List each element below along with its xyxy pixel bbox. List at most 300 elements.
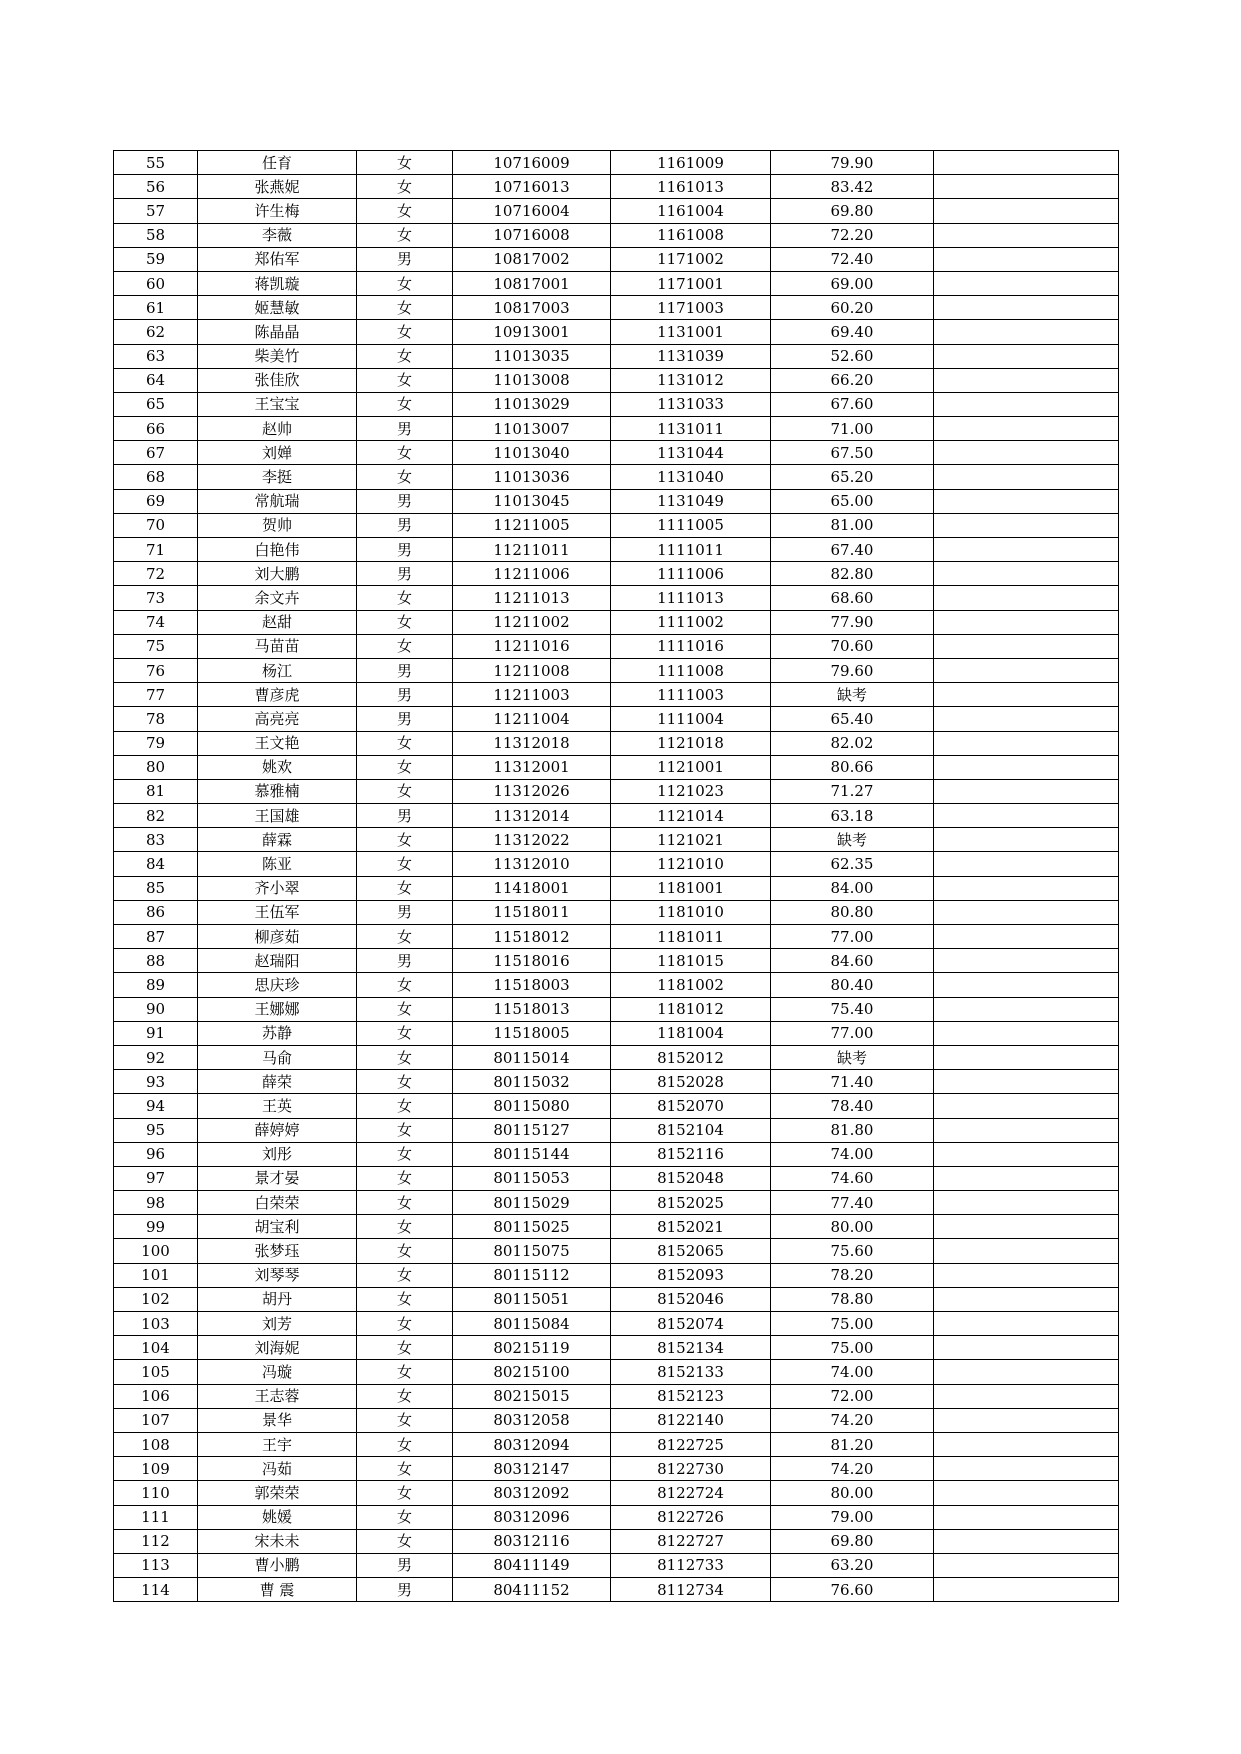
remark-cell bbox=[934, 731, 1119, 755]
score-cell: 84.00 bbox=[771, 876, 934, 900]
exam-id-cell: 11518011 bbox=[453, 900, 611, 924]
remark-cell bbox=[934, 1142, 1119, 1166]
seat-id-cell: 8152028 bbox=[611, 1070, 771, 1094]
gender-cell: 女 bbox=[357, 392, 453, 416]
score-cell: 78.80 bbox=[771, 1287, 934, 1311]
remark-cell bbox=[934, 852, 1119, 876]
score-cell: 80.40 bbox=[771, 973, 934, 997]
row-number-cell: 92 bbox=[114, 1045, 198, 1069]
seat-id-cell: 8122725 bbox=[611, 1432, 771, 1456]
score-cell: 74.20 bbox=[771, 1408, 934, 1432]
seat-id-cell: 1171003 bbox=[611, 296, 771, 320]
name-cell: 姚媛 bbox=[198, 1505, 357, 1529]
exam-id-cell: 80312058 bbox=[453, 1408, 611, 1432]
table-row bbox=[114, 925, 1119, 949]
seat-id-cell: 1131012 bbox=[611, 368, 771, 392]
seat-id-cell: 8152025 bbox=[611, 1191, 771, 1215]
gender-cell: 男 bbox=[357, 707, 453, 731]
gender-cell: 女 bbox=[357, 1070, 453, 1094]
score-cell: 缺考 bbox=[771, 683, 934, 707]
score-cell: 75.00 bbox=[771, 1336, 934, 1360]
row-number-cell: 83 bbox=[114, 828, 198, 852]
score-cell: 63.18 bbox=[771, 804, 934, 828]
seat-id-cell: 8152104 bbox=[611, 1118, 771, 1142]
row-number-cell: 99 bbox=[114, 1215, 198, 1239]
exam-id-cell: 10716013 bbox=[453, 175, 611, 199]
score-cell: 67.60 bbox=[771, 392, 934, 416]
remark-cell bbox=[934, 1384, 1119, 1408]
table-row bbox=[114, 1408, 1119, 1432]
row-number-cell: 95 bbox=[114, 1118, 198, 1142]
seat-id-cell: 8152133 bbox=[611, 1360, 771, 1384]
table-row bbox=[114, 1263, 1119, 1287]
name-cell: 白艳伟 bbox=[198, 538, 357, 562]
remark-cell bbox=[934, 1529, 1119, 1553]
remark-cell bbox=[934, 1312, 1119, 1336]
score-cell: 缺考 bbox=[771, 828, 934, 852]
exam-id-cell: 11418001 bbox=[453, 876, 611, 900]
name-cell: 常航瑞 bbox=[198, 489, 357, 513]
exam-id-cell: 11211002 bbox=[453, 610, 611, 634]
table-row bbox=[114, 1166, 1119, 1190]
name-cell: 马俞 bbox=[198, 1045, 357, 1069]
row-number-cell: 106 bbox=[114, 1384, 198, 1408]
remark-cell bbox=[934, 1263, 1119, 1287]
seat-id-cell: 1181001 bbox=[611, 876, 771, 900]
seat-id-cell: 8152116 bbox=[611, 1142, 771, 1166]
remark-cell bbox=[934, 634, 1119, 658]
row-number-cell: 82 bbox=[114, 804, 198, 828]
table-row bbox=[114, 1118, 1119, 1142]
score-cell: 60.20 bbox=[771, 296, 934, 320]
exam-id-cell: 11013008 bbox=[453, 368, 611, 392]
gender-cell: 女 bbox=[357, 1312, 453, 1336]
score-cell: 缺考 bbox=[771, 1045, 934, 1069]
name-cell: 刘芳 bbox=[198, 1312, 357, 1336]
remark-cell bbox=[934, 296, 1119, 320]
seat-id-cell: 1111011 bbox=[611, 538, 771, 562]
remark-cell bbox=[934, 610, 1119, 634]
row-number-cell: 112 bbox=[114, 1529, 198, 1553]
exam-id-cell: 80115144 bbox=[453, 1142, 611, 1166]
gender-cell: 女 bbox=[357, 368, 453, 392]
name-cell: 刘彤 bbox=[198, 1142, 357, 1166]
seat-id-cell: 8122140 bbox=[611, 1408, 771, 1432]
score-cell: 79.60 bbox=[771, 658, 934, 682]
gender-cell: 女 bbox=[357, 1505, 453, 1529]
name-cell: 李挺 bbox=[198, 465, 357, 489]
row-number-cell: 59 bbox=[114, 247, 198, 271]
remark-cell bbox=[934, 344, 1119, 368]
score-cell: 65.00 bbox=[771, 489, 934, 513]
seat-id-cell: 1111006 bbox=[611, 562, 771, 586]
row-number-cell: 80 bbox=[114, 755, 198, 779]
seat-id-cell: 8152074 bbox=[611, 1312, 771, 1336]
exam-id-cell: 10817002 bbox=[453, 247, 611, 271]
remark-cell bbox=[934, 1553, 1119, 1577]
gender-cell: 女 bbox=[357, 997, 453, 1021]
score-cell: 69.80 bbox=[771, 199, 934, 223]
gender-cell: 女 bbox=[357, 610, 453, 634]
score-cell: 77.90 bbox=[771, 610, 934, 634]
score-cell: 74.60 bbox=[771, 1166, 934, 1190]
seat-id-cell: 1171001 bbox=[611, 271, 771, 295]
remark-cell bbox=[934, 1432, 1119, 1456]
gender-cell: 女 bbox=[357, 1021, 453, 1045]
table-row bbox=[114, 392, 1119, 416]
remark-cell bbox=[934, 151, 1119, 175]
exam-id-cell: 11211003 bbox=[453, 683, 611, 707]
seat-id-cell: 1121010 bbox=[611, 852, 771, 876]
remark-cell bbox=[934, 949, 1119, 973]
remark-cell bbox=[934, 1118, 1119, 1142]
exam-id-cell: 80115127 bbox=[453, 1118, 611, 1142]
table-row bbox=[114, 1312, 1119, 1336]
remark-cell bbox=[934, 755, 1119, 779]
exam-id-cell: 11518005 bbox=[453, 1021, 611, 1045]
score-table bbox=[113, 150, 1119, 1602]
table-row bbox=[114, 465, 1119, 489]
seat-id-cell: 1121001 bbox=[611, 755, 771, 779]
remark-cell bbox=[934, 1215, 1119, 1239]
exam-id-cell: 10716009 bbox=[453, 151, 611, 175]
gender-cell: 女 bbox=[357, 876, 453, 900]
table-row bbox=[114, 610, 1119, 634]
table-row bbox=[114, 1045, 1119, 1069]
seat-id-cell: 8122730 bbox=[611, 1457, 771, 1481]
name-cell: 张燕妮 bbox=[198, 175, 357, 199]
seat-id-cell: 1181004 bbox=[611, 1021, 771, 1045]
row-number-cell: 57 bbox=[114, 199, 198, 223]
remark-cell bbox=[934, 876, 1119, 900]
name-cell: 景华 bbox=[198, 1408, 357, 1432]
seat-id-cell: 1131040 bbox=[611, 465, 771, 489]
exam-id-cell: 11211008 bbox=[453, 658, 611, 682]
name-cell: 思庆珍 bbox=[198, 973, 357, 997]
row-number-cell: 104 bbox=[114, 1336, 198, 1360]
row-number-cell: 73 bbox=[114, 586, 198, 610]
name-cell: 王宝宝 bbox=[198, 392, 357, 416]
exam-id-cell: 10817001 bbox=[453, 271, 611, 295]
table-row bbox=[114, 1070, 1119, 1094]
exam-id-cell: 11312010 bbox=[453, 852, 611, 876]
name-cell: 刘大鹏 bbox=[198, 562, 357, 586]
remark-cell bbox=[934, 828, 1119, 852]
name-cell: 陈亚 bbox=[198, 852, 357, 876]
name-cell: 苏静 bbox=[198, 1021, 357, 1045]
gender-cell: 男 bbox=[357, 804, 453, 828]
seat-id-cell: 1181015 bbox=[611, 949, 771, 973]
table-row bbox=[114, 731, 1119, 755]
name-cell: 柳彦茹 bbox=[198, 925, 357, 949]
remark-cell bbox=[934, 465, 1119, 489]
score-cell: 68.60 bbox=[771, 586, 934, 610]
table-row bbox=[114, 489, 1119, 513]
name-cell: 胡丹 bbox=[198, 1287, 357, 1311]
row-number-cell: 98 bbox=[114, 1191, 198, 1215]
name-cell: 蒋凯璇 bbox=[198, 271, 357, 295]
table-row bbox=[114, 707, 1119, 731]
gender-cell: 女 bbox=[357, 731, 453, 755]
table-row bbox=[114, 1191, 1119, 1215]
name-cell: 王志蓉 bbox=[198, 1384, 357, 1408]
row-number-cell: 63 bbox=[114, 344, 198, 368]
name-cell: 柴美竹 bbox=[198, 344, 357, 368]
name-cell: 景才晏 bbox=[198, 1166, 357, 1190]
exam-id-cell: 11518003 bbox=[453, 973, 611, 997]
name-cell: 薛霖 bbox=[198, 828, 357, 852]
name-cell: 刘海妮 bbox=[198, 1336, 357, 1360]
row-number-cell: 60 bbox=[114, 271, 198, 295]
exam-id-cell: 10817003 bbox=[453, 296, 611, 320]
gender-cell: 女 bbox=[357, 1408, 453, 1432]
name-cell: 王文艳 bbox=[198, 731, 357, 755]
name-cell: 赵帅 bbox=[198, 417, 357, 441]
name-cell: 张佳欣 bbox=[198, 368, 357, 392]
gender-cell: 女 bbox=[357, 223, 453, 247]
name-cell: 杨江 bbox=[198, 658, 357, 682]
row-number-cell: 88 bbox=[114, 949, 198, 973]
exam-id-cell: 80411152 bbox=[453, 1578, 611, 1602]
exam-id-cell: 80115014 bbox=[453, 1045, 611, 1069]
table-row bbox=[114, 1481, 1119, 1505]
row-number-cell: 96 bbox=[114, 1142, 198, 1166]
gender-cell: 女 bbox=[357, 1166, 453, 1190]
seat-id-cell: 1121018 bbox=[611, 731, 771, 755]
gender-cell: 男 bbox=[357, 683, 453, 707]
score-cell: 82.02 bbox=[771, 731, 934, 755]
name-cell: 刘婵 bbox=[198, 441, 357, 465]
gender-cell: 女 bbox=[357, 441, 453, 465]
exam-id-cell: 80115075 bbox=[453, 1239, 611, 1263]
row-number-cell: 87 bbox=[114, 925, 198, 949]
row-number-cell: 101 bbox=[114, 1263, 198, 1287]
score-cell: 80.80 bbox=[771, 900, 934, 924]
remark-cell bbox=[934, 683, 1119, 707]
table-row bbox=[114, 900, 1119, 924]
row-number-cell: 75 bbox=[114, 634, 198, 658]
name-cell: 齐小翠 bbox=[198, 876, 357, 900]
row-number-cell: 56 bbox=[114, 175, 198, 199]
seat-id-cell: 1131001 bbox=[611, 320, 771, 344]
row-number-cell: 84 bbox=[114, 852, 198, 876]
remark-cell bbox=[934, 1166, 1119, 1190]
seat-id-cell: 1111005 bbox=[611, 513, 771, 537]
exam-id-cell: 80312147 bbox=[453, 1457, 611, 1481]
row-number-cell: 67 bbox=[114, 441, 198, 465]
gender-cell: 女 bbox=[357, 1384, 453, 1408]
remark-cell bbox=[934, 997, 1119, 1021]
table-row bbox=[114, 1529, 1119, 1553]
table-row bbox=[114, 658, 1119, 682]
seat-id-cell: 1111004 bbox=[611, 707, 771, 731]
seat-id-cell: 1131011 bbox=[611, 417, 771, 441]
seat-id-cell: 1131039 bbox=[611, 344, 771, 368]
remark-cell bbox=[934, 1287, 1119, 1311]
exam-id-cell: 11211006 bbox=[453, 562, 611, 586]
row-number-cell: 64 bbox=[114, 368, 198, 392]
gender-cell: 女 bbox=[357, 1191, 453, 1215]
row-number-cell: 91 bbox=[114, 1021, 198, 1045]
exam-id-cell: 11518012 bbox=[453, 925, 611, 949]
score-cell: 80.00 bbox=[771, 1481, 934, 1505]
exam-id-cell: 11013036 bbox=[453, 465, 611, 489]
gender-cell: 女 bbox=[357, 925, 453, 949]
row-number-cell: 78 bbox=[114, 707, 198, 731]
seat-id-cell: 1181012 bbox=[611, 997, 771, 1021]
score-cell: 82.80 bbox=[771, 562, 934, 586]
exam-id-cell: 11211005 bbox=[453, 513, 611, 537]
exam-id-cell: 11211004 bbox=[453, 707, 611, 731]
gender-cell: 女 bbox=[357, 828, 453, 852]
exam-id-cell: 80215119 bbox=[453, 1336, 611, 1360]
row-number-cell: 77 bbox=[114, 683, 198, 707]
row-number-cell: 100 bbox=[114, 1239, 198, 1263]
seat-id-cell: 8152123 bbox=[611, 1384, 771, 1408]
gender-cell: 女 bbox=[357, 973, 453, 997]
seat-id-cell: 1121021 bbox=[611, 828, 771, 852]
exam-id-cell: 80115053 bbox=[453, 1166, 611, 1190]
row-number-cell: 111 bbox=[114, 1505, 198, 1529]
remark-cell bbox=[934, 247, 1119, 271]
exam-id-cell: 10716008 bbox=[453, 223, 611, 247]
name-cell: 慕雅楠 bbox=[198, 779, 357, 803]
remark-cell bbox=[934, 707, 1119, 731]
row-number-cell: 89 bbox=[114, 973, 198, 997]
row-number-cell: 76 bbox=[114, 658, 198, 682]
row-number-cell: 109 bbox=[114, 1457, 198, 1481]
remark-cell bbox=[934, 1021, 1119, 1045]
name-cell: 刘琴琴 bbox=[198, 1263, 357, 1287]
name-cell: 姬慧敏 bbox=[198, 296, 357, 320]
score-cell: 77.00 bbox=[771, 925, 934, 949]
seat-id-cell: 1161008 bbox=[611, 223, 771, 247]
gender-cell: 女 bbox=[357, 1263, 453, 1287]
row-number-cell: 85 bbox=[114, 876, 198, 900]
row-number-cell: 61 bbox=[114, 296, 198, 320]
table-row bbox=[114, 320, 1119, 344]
gender-cell: 女 bbox=[357, 1287, 453, 1311]
name-cell: 陈晶晶 bbox=[198, 320, 357, 344]
table-row bbox=[114, 949, 1119, 973]
exam-id-cell: 80312094 bbox=[453, 1432, 611, 1456]
score-cell: 69.80 bbox=[771, 1529, 934, 1553]
name-cell: 胡宝利 bbox=[198, 1215, 357, 1239]
row-number-cell: 86 bbox=[114, 900, 198, 924]
remark-cell bbox=[934, 973, 1119, 997]
exam-id-cell: 11312001 bbox=[453, 755, 611, 779]
remark-cell bbox=[934, 1505, 1119, 1529]
row-number-cell: 113 bbox=[114, 1553, 198, 1577]
table-row bbox=[114, 1578, 1119, 1602]
gender-cell: 男 bbox=[357, 513, 453, 537]
row-number-cell: 79 bbox=[114, 731, 198, 755]
table-row bbox=[114, 973, 1119, 997]
name-cell: 郭荣荣 bbox=[198, 1481, 357, 1505]
score-cell: 65.40 bbox=[771, 707, 934, 731]
exam-id-cell: 11312018 bbox=[453, 731, 611, 755]
row-number-cell: 81 bbox=[114, 779, 198, 803]
score-cell: 65.20 bbox=[771, 465, 934, 489]
name-cell: 马苗苗 bbox=[198, 634, 357, 658]
remark-cell bbox=[934, 392, 1119, 416]
table-row bbox=[114, 199, 1119, 223]
gender-cell: 女 bbox=[357, 320, 453, 344]
table-row bbox=[114, 683, 1119, 707]
gender-cell: 女 bbox=[357, 1239, 453, 1263]
gender-cell: 男 bbox=[357, 900, 453, 924]
exam-id-cell: 80411149 bbox=[453, 1553, 611, 1577]
remark-cell bbox=[934, 223, 1119, 247]
name-cell: 王宇 bbox=[198, 1432, 357, 1456]
seat-id-cell: 1111003 bbox=[611, 683, 771, 707]
remark-cell bbox=[934, 1094, 1119, 1118]
score-cell: 77.40 bbox=[771, 1191, 934, 1215]
exam-id-cell: 11211011 bbox=[453, 538, 611, 562]
score-cell: 79.00 bbox=[771, 1505, 934, 1529]
remark-cell bbox=[934, 1481, 1119, 1505]
gender-cell: 女 bbox=[357, 755, 453, 779]
score-cell: 74.20 bbox=[771, 1457, 934, 1481]
remark-cell bbox=[934, 271, 1119, 295]
gender-cell: 女 bbox=[357, 296, 453, 320]
gender-cell: 女 bbox=[357, 1432, 453, 1456]
remark-cell bbox=[934, 925, 1119, 949]
row-number-cell: 72 bbox=[114, 562, 198, 586]
table-row bbox=[114, 1142, 1119, 1166]
gender-cell: 男 bbox=[357, 1553, 453, 1577]
seat-id-cell: 1121014 bbox=[611, 804, 771, 828]
name-cell: 曹小鹏 bbox=[198, 1553, 357, 1577]
table-row bbox=[114, 1360, 1119, 1384]
seat-id-cell: 1111016 bbox=[611, 634, 771, 658]
seat-id-cell: 1131044 bbox=[611, 441, 771, 465]
table-row bbox=[114, 804, 1119, 828]
gender-cell: 男 bbox=[357, 489, 453, 513]
row-number-cell: 94 bbox=[114, 1094, 198, 1118]
exam-id-cell: 11312022 bbox=[453, 828, 611, 852]
table-row bbox=[114, 586, 1119, 610]
table-row bbox=[114, 562, 1119, 586]
row-number-cell: 68 bbox=[114, 465, 198, 489]
name-cell: 曹 震 bbox=[198, 1578, 357, 1602]
row-number-cell: 102 bbox=[114, 1287, 198, 1311]
name-cell: 任育 bbox=[198, 151, 357, 175]
table-row bbox=[114, 828, 1119, 852]
exam-id-cell: 11013040 bbox=[453, 441, 611, 465]
exam-id-cell: 11312026 bbox=[453, 779, 611, 803]
exam-id-cell: 11211013 bbox=[453, 586, 611, 610]
table-row bbox=[114, 852, 1119, 876]
seat-id-cell: 8122726 bbox=[611, 1505, 771, 1529]
gender-cell: 男 bbox=[357, 1578, 453, 1602]
table-row bbox=[114, 1505, 1119, 1529]
gender-cell: 女 bbox=[357, 465, 453, 489]
score-cell: 78.40 bbox=[771, 1094, 934, 1118]
score-cell: 69.40 bbox=[771, 320, 934, 344]
seat-id-cell: 8112733 bbox=[611, 1553, 771, 1577]
gender-cell: 男 bbox=[357, 949, 453, 973]
name-cell: 李薇 bbox=[198, 223, 357, 247]
table-row bbox=[114, 513, 1119, 537]
table-row bbox=[114, 247, 1119, 271]
gender-cell: 女 bbox=[357, 271, 453, 295]
exam-id-cell: 10716004 bbox=[453, 199, 611, 223]
row-number-cell: 105 bbox=[114, 1360, 198, 1384]
row-number-cell: 66 bbox=[114, 417, 198, 441]
score-cell: 70.60 bbox=[771, 634, 934, 658]
name-cell: 薛荣 bbox=[198, 1070, 357, 1094]
